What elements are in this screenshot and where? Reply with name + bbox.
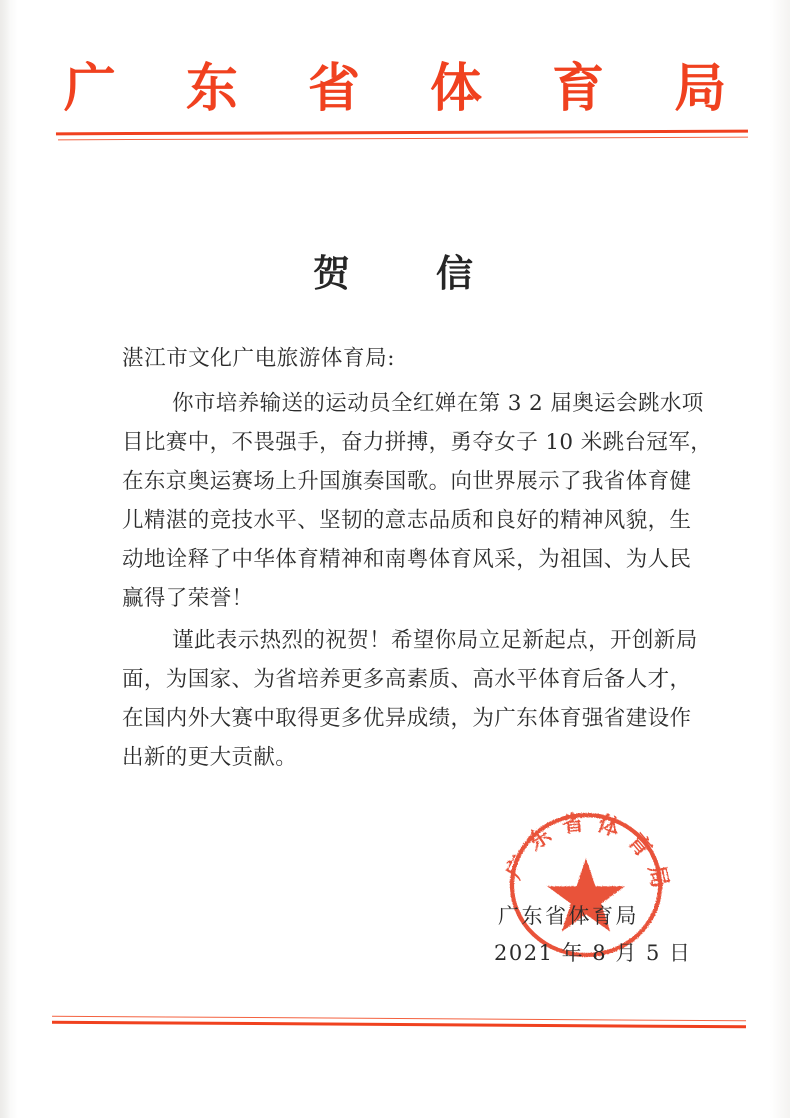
header-rule-thin	[58, 137, 748, 141]
body-line: 在东京奥运赛场上升国旗奏国歌。向世界展示了我省体育健	[122, 469, 692, 495]
footer-divider	[52, 1016, 746, 1033]
body-line: 赢得了荣誉！	[122, 586, 254, 612]
body-line: 儿精湛的竞技水平、坚韧的意志品质和良好的精神风貌，生	[122, 508, 692, 534]
svg-text:广东省体育局: 广东省体育局	[500, 808, 676, 901]
letterhead-title: 广 东 省 体 育 局	[63, 58, 753, 119]
body-line: 面，为国家、为省培养更多高素质、高水平体育后备人才，	[122, 667, 692, 693]
signature-block	[470, 800, 700, 980]
body-line: 出新的更大贡献。	[122, 745, 298, 771]
body-line: 在国内外大赛中取得更多优异成绩，为广东体育强省建设作	[122, 706, 692, 732]
paragraph-1	[122, 384, 713, 618]
letterhead	[0, 58, 790, 119]
header-divider	[56, 130, 748, 145]
scan-edge-shadow	[0, 0, 10, 1118]
body-line: 你市培养输送的运动员全红婵在第 3 2 届奥运会跳水项	[172, 391, 704, 417]
body-line: 动地诠释了中华体育精神和南粤体育风采，为祖国、为人民	[122, 547, 692, 573]
footer-rule-thick	[52, 1021, 746, 1029]
body-line: 目比赛中，不畏强手，奋力拼搏，勇夺女子 10 米跳台冠军，	[122, 430, 713, 456]
paragraph-2	[122, 621, 698, 777]
body-line: 谨此表示热烈的祝贺！希望你局立足新起点，开创新局	[172, 628, 698, 654]
signing-date: 2021 年 8 月 5 日	[494, 941, 692, 965]
letter-body	[122, 344, 713, 780]
header-rule-thick	[56, 130, 748, 136]
signing-organization: 广东省体育局	[498, 904, 639, 928]
salutation: 湛江市文化广电旅游体育局:	[122, 346, 396, 371]
document-title: 贺 信	[313, 252, 477, 295]
